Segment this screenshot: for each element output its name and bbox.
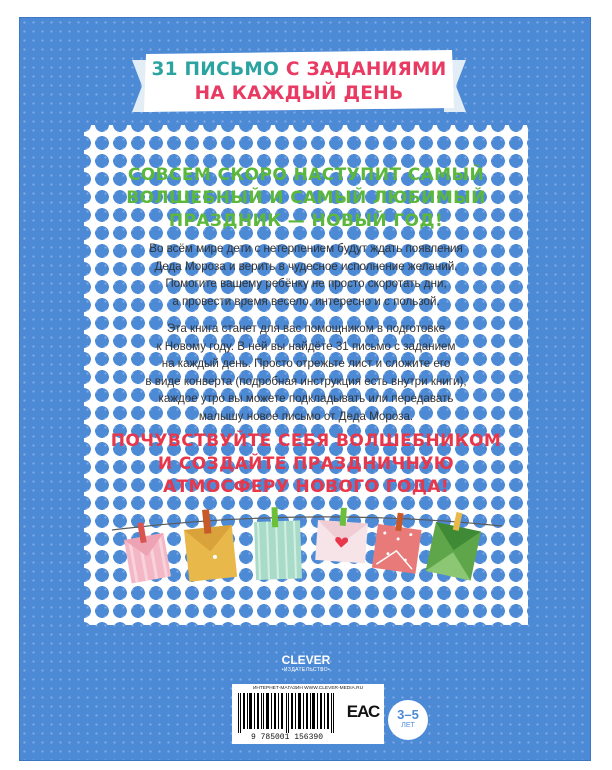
headline-bottom-line2: И СОЗДАЙТЕ ПРАЗДНИЧНУЮ [157,454,455,474]
heart-envelope-icon [315,506,369,563]
mustard-envelope-icon [182,507,237,582]
age-badge [388,700,428,740]
paragraph-intro-line2: Деда Мороза и верить в чудесное исполнение желаний. [154,259,458,273]
paragraph-description-line2: к Новому году. В ней вы найдёте 31 письмо с заданием [156,339,456,353]
isbn-digits: 9 785001 156390 [250,733,323,742]
banner-line2: НА КАЖДЫЙ ДЕНЬ [194,83,404,104]
headline-bottom-line3: АТМОСФЕРУ НОВОГО ГОДА! [163,477,449,497]
headline-top [108,164,504,233]
paragraph-intro [108,240,504,310]
headline-bottom [108,430,504,499]
paragraph-intro-line3: Помогите вашему ребёнку не просто скоротать дни, [165,277,447,290]
headline-top-line2: ВОЛШЕБНЫЙ И САМЫЙ ЛЮБИМЫЙ [126,188,486,208]
envelope-garland-icon [112,500,502,600]
headline-top-line3: ПРАЗДНИК — НОВЫЙ ГОД! [168,211,444,231]
publisher-logo [276,654,336,674]
age-unit: ЛЕТ [401,722,415,729]
barcode-icon [236,693,340,733]
paragraph-intro-line1: Во всём мире дети с нетерпением будут ждать появления [149,242,463,255]
paragraph-description [108,320,504,425]
paragraph-description-line3: на каждый день. Просто отрежьте лист и сложите его [161,357,451,370]
publisher-name: CLEVER [281,653,331,667]
banner-line1-part2: С ЗАДАНИЯМИ [285,59,447,80]
publisher-subtitle: •ИЗДАТЕЛЬСТВО• [281,667,331,673]
paragraph-description-line6: малышу новое письмо от Деда Мороза. [198,409,414,423]
age-range: 3–5 [397,707,419,722]
barcode-block [232,684,384,744]
pink-envelope-icon [122,519,171,583]
green-envelope-icon [426,508,484,580]
paragraph-description-line4: в виде конверта (подробная инструкция есть внутри книги), [145,374,467,388]
banner-line1-part1: 31 ПИСЬМО [151,59,280,80]
paragraph-description-line1: Эта книга станет для вас помощником в подготовке [166,322,446,335]
paragraph-intro-line4: а провести время весело, интересно и с пользой. [172,294,440,308]
shop-url: ИНТЕРНЕТ-МАГАЗИН WWW.CLEVER-MEDIA.RU [252,686,364,691]
title-banner [132,46,466,118]
headline-top-line1: СОВСЕМ СКОРО НАСТУПИТ САМЫЙ [127,165,485,185]
paragraph-description-line5: каждое утро вы можете подкладывать или передавать [158,392,454,405]
eac-mark-icon: ЕАС [346,702,380,721]
headline-bottom-line1: ПОЧУВСТВУЙТЕ СЕБЯ ВОЛШЕБНИКОМ [110,431,502,451]
